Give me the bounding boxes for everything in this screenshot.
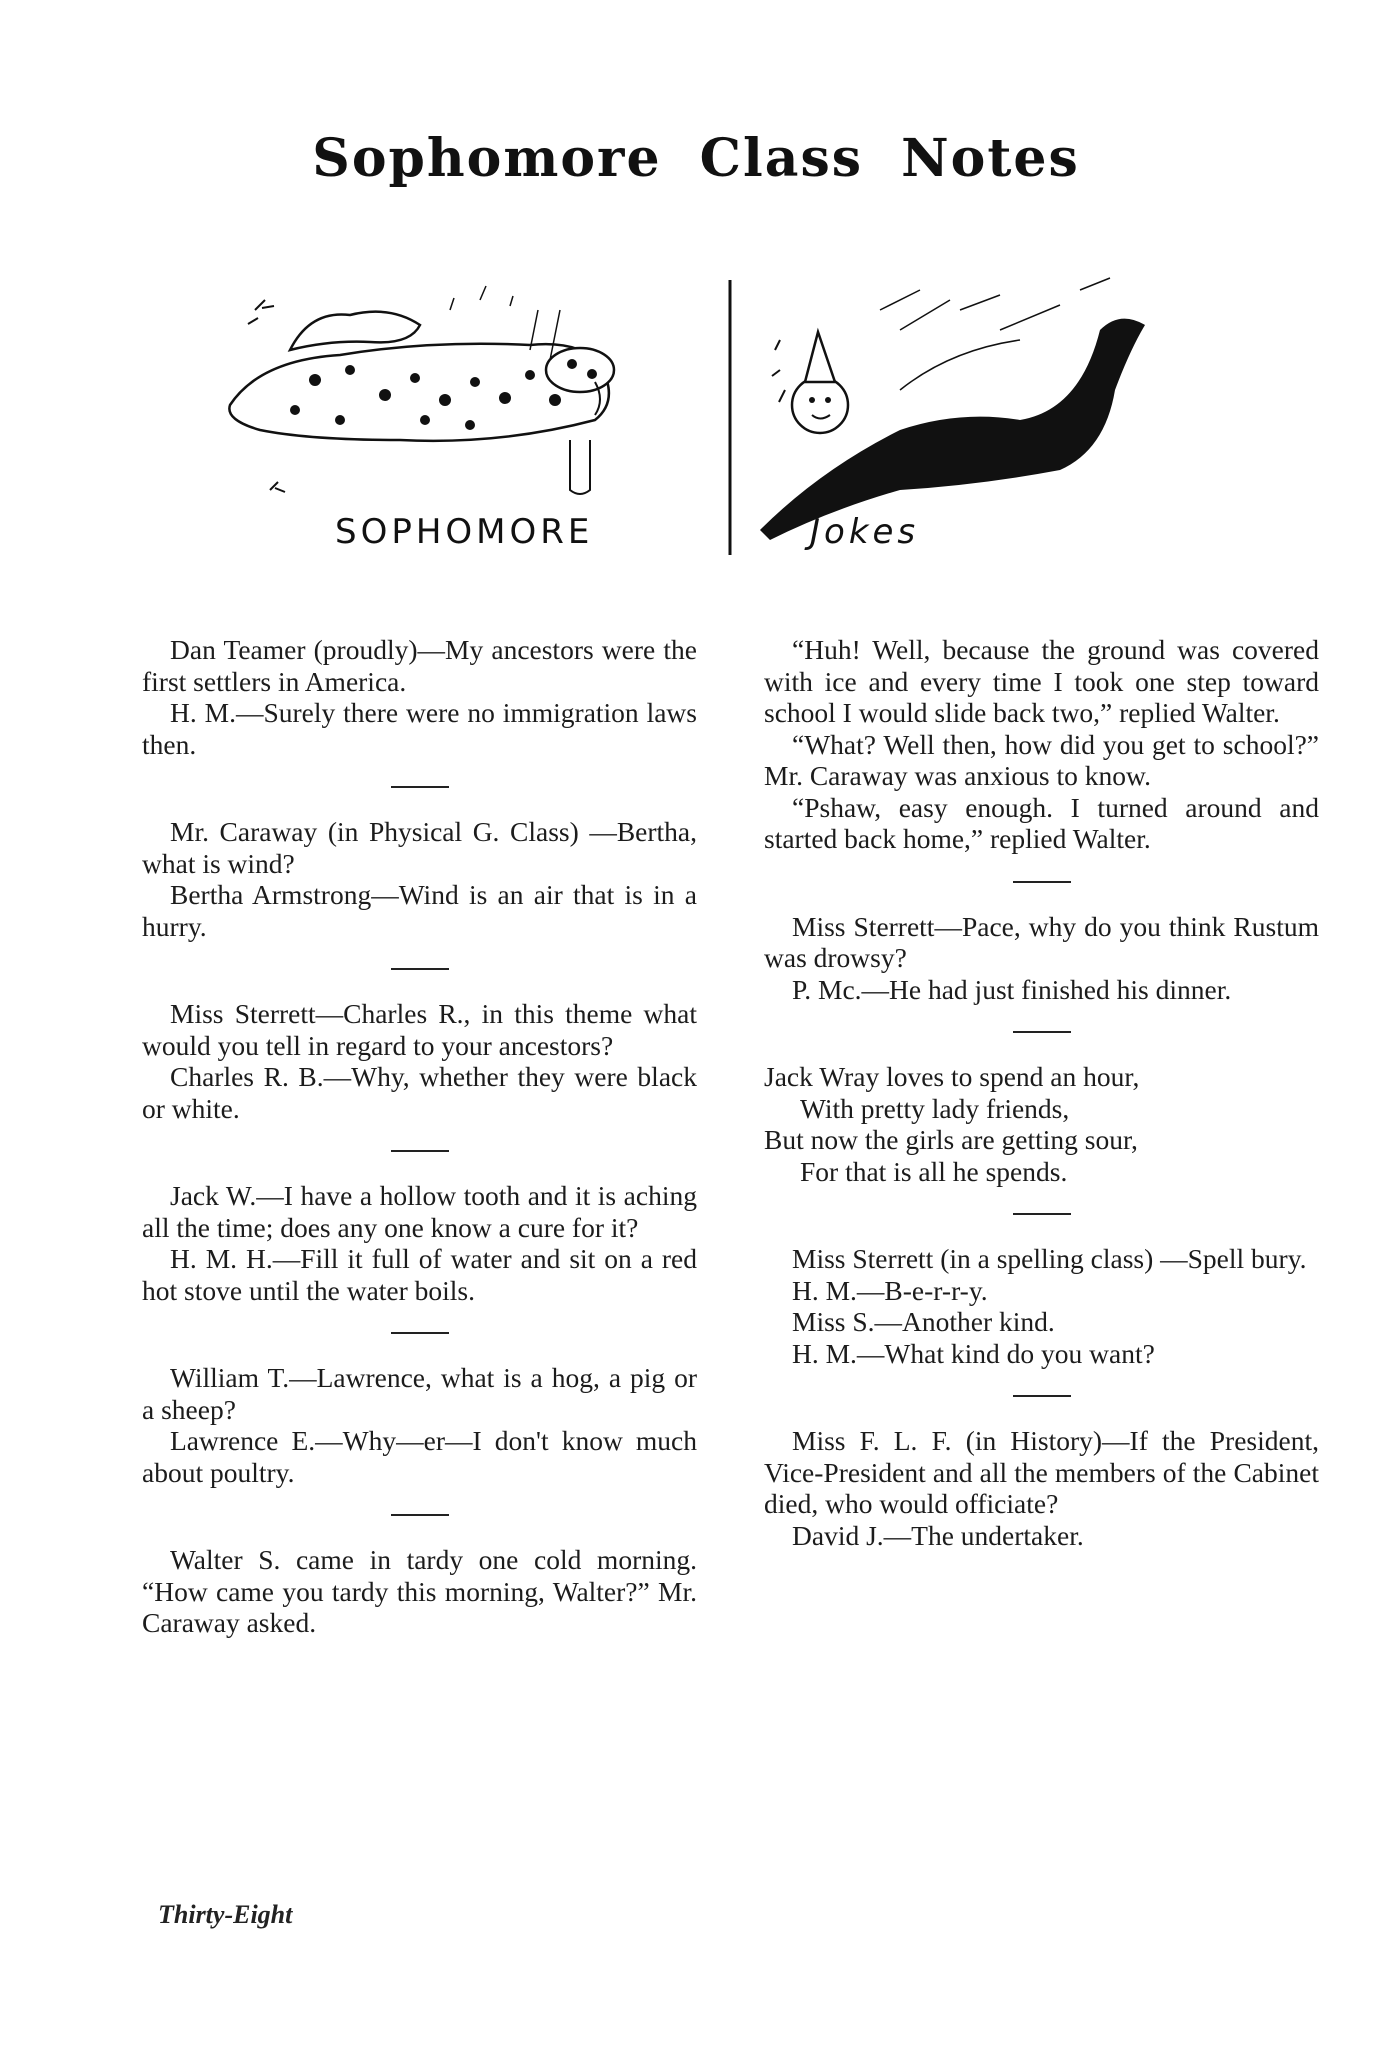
poem-line: Jack Wray loves to spend an hour, <box>764 1061 1140 1092</box>
joke-line: Miss F. L. F. (in History)—If the President, Vice-President and all the members of the Cabinet died, who would officiate? <box>764 1425 1319 1519</box>
joke-entry <box>764 634 1319 855</box>
joke-line: P. Mc.—He had just finished his dinner. <box>792 973 1232 1005</box>
joke-entry <box>764 911 1319 1006</box>
joke-entry <box>142 816 697 942</box>
page-number: Thirty-Eight <box>158 1900 293 1929</box>
joke-line: Charles R. B.—Why, whether they were black or white. <box>142 1061 697 1124</box>
joke-entry <box>142 998 697 1124</box>
poem-line: With pretty lady friends, <box>800 1092 1070 1124</box>
separator-rule <box>1013 881 1071 883</box>
poem-line: For that is all he spends. <box>800 1155 1068 1187</box>
cartoon-caption-left: SOPHOMORE <box>335 512 594 552</box>
joke-line: Lawrence E.—Why—er—I don't know much about poultry. <box>142 1425 697 1488</box>
poem-line: But now the girls are getting sour, <box>764 1124 1138 1155</box>
poem-entry <box>764 1061 1319 1187</box>
sleeping-sophomore-drawing <box>229 286 614 494</box>
joke-entry <box>764 1243 1319 1369</box>
joke-line: Mr. Caraway (in Physical G. Class) —Bertha, what is wind? <box>142 816 697 879</box>
right-column <box>764 634 1319 1551</box>
joke-entry <box>142 1180 697 1306</box>
joke-line: H. M. H.—Fill it full of water and sit on a red hot stove until the water boils. <box>142 1243 697 1306</box>
joke-line: David J.—The undertaker. <box>792 1519 1084 1551</box>
joke-line: Miss Sterrett—Pace, why do you think Rustum was drowsy? <box>764 910 1319 973</box>
joke-line: Jack W.—I have a hollow tooth and it is aching all the time; does any one know a cure for it? <box>142 1180 697 1243</box>
joke-line: Miss S.—Another kind. <box>792 1306 1055 1337</box>
separator-rule <box>1013 1395 1071 1397</box>
separator-rule <box>391 968 449 970</box>
joke-line: “Huh! Well, because the ground was covered with ice and every time I took one step toward school I would slide back two,” replied Walter. <box>764 634 1319 728</box>
joke-entry <box>764 1425 1319 1551</box>
joke-entry <box>142 634 697 760</box>
joke-line: H. M.—Surely there were no immigration laws then. <box>142 697 697 760</box>
jester-drawing <box>760 278 1145 540</box>
separator-rule <box>391 786 449 788</box>
joke-line: Miss Sterrett (in a spelling class) —Spell bury. <box>792 1243 1307 1274</box>
joke-line: William T.—Lawrence, what is a hog, a pig or a sheep? <box>142 1362 697 1425</box>
joke-line: Dan Teamer (proudly)—My ancestors were the first settlers in America. <box>142 634 697 697</box>
page-title: Sophomore Class Notes <box>312 128 1080 189</box>
joke-line: H. M.—B-e-r-r-y. <box>792 1274 988 1306</box>
left-column <box>142 634 697 1639</box>
joke-line: Miss Sterrett—Charles R., in this theme what would you tell in regard to your ancestors? <box>142 998 697 1061</box>
separator-rule <box>1013 1031 1071 1033</box>
separator-rule <box>1013 1213 1071 1215</box>
separator-rule <box>391 1150 449 1152</box>
joke-entry <box>142 1544 697 1639</box>
joke-line: Bertha Armstrong—Wind is an air that is in a hurry. <box>142 879 697 942</box>
joke-entry <box>142 1362 697 1488</box>
joke-line: “What? Well then, how did you get to school?” Mr. Caraway was anxious to know. <box>764 728 1319 791</box>
joke-line: Walter S. came in tardy one cold morning. “How came you tardy this morning, Walter?” Mr. Caraway asked. <box>142 1544 697 1638</box>
joke-line: H. M.—What kind do you want? <box>792 1337 1155 1369</box>
cartoon-caption-right: Jokes <box>810 512 920 552</box>
separator-rule <box>391 1514 449 1516</box>
joke-line: “Pshaw, easy enough. I turned around and started back home,” replied Walter. <box>764 791 1319 854</box>
separator-rule <box>391 1332 449 1334</box>
